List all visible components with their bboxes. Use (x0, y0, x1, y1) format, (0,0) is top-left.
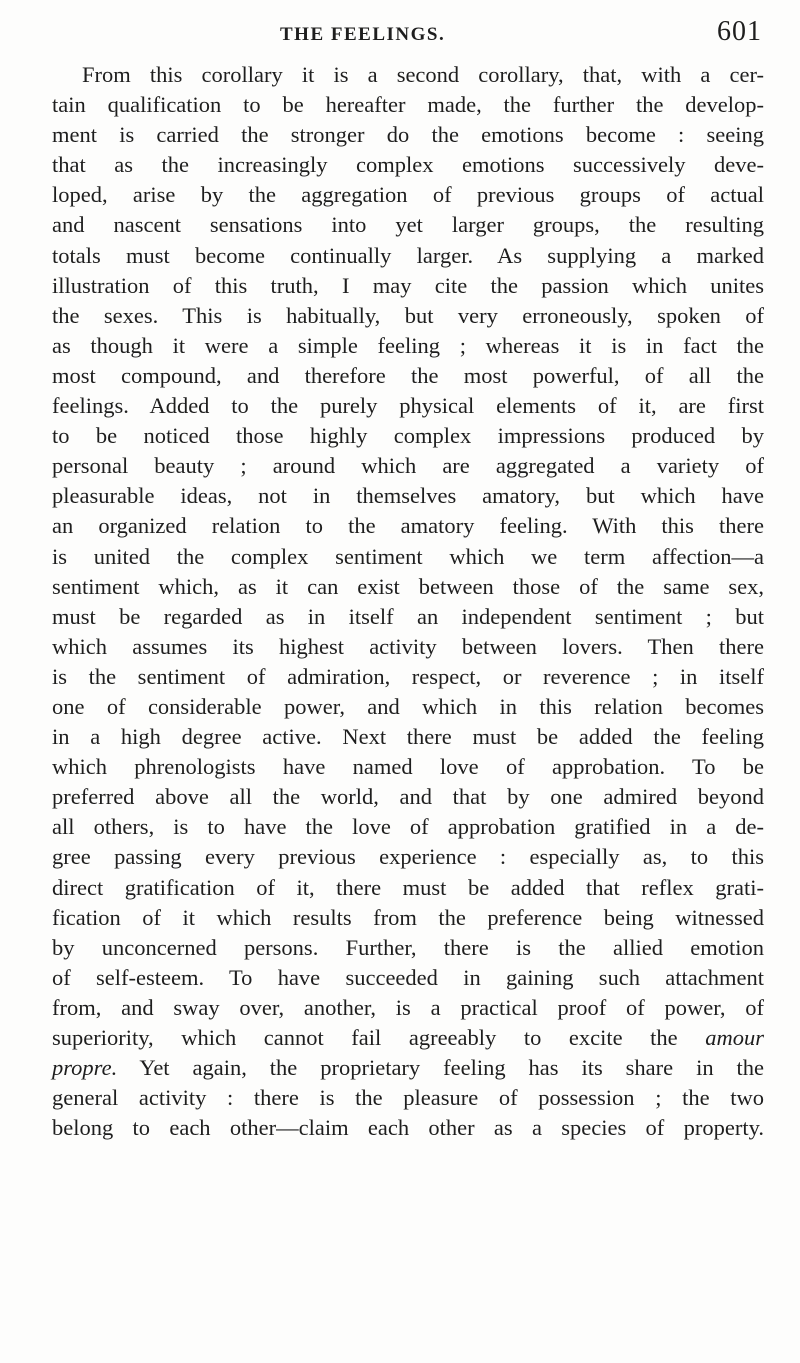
text-line: fication of it which results from the preference being witnessed (52, 904, 764, 930)
text-line: as though it were a simple feeling ; whereas it is in fact the (52, 332, 764, 358)
text-line: illustration of this truth, I may cite the passion which unites (52, 272, 764, 298)
text-line: is the sentiment of admiration, respect, or reverence ; in itself (52, 663, 764, 689)
text-line: From this corollary it is a second corollary, that, with a cer- (82, 62, 764, 87)
text-line: propre. Yet again, the proprietary feeling has its share in the (52, 1055, 764, 1081)
text-line: preferred above all the world, and that by one admired beyond (52, 784, 764, 810)
page-number: 601 (717, 16, 762, 47)
text-line: of self-esteem. To have succeeded in gaining such attachment (52, 964, 764, 990)
text-line: one of considerable power, and which in this relation becomes (52, 693, 764, 719)
text-line: in a high degree active. Next there must be added the feeling (52, 724, 764, 750)
text-line: that as the increasingly complex emotions successively deve- (52, 152, 764, 178)
text-line: is united the complex sentiment which we term affection—a (52, 543, 764, 569)
text-line: the sexes. This is habitually, but very erroneously, spoken of (52, 302, 764, 328)
running-head-title: THE FEELINGS. (280, 24, 446, 45)
text-line: general activity : there is the pleasure of possession ; the two (52, 1085, 764, 1111)
text-line: tain qualification to be hereafter made, the further the develop- (52, 92, 764, 118)
running-head (52, 12, 762, 52)
text-line: which assumes its highest activity between lovers. Then there (52, 633, 764, 659)
text-line: an organized relation to the amatory feeling. With this there (52, 513, 764, 539)
text-line: and nascent sensations into yet larger groups, the resulting (52, 212, 764, 238)
body-paragraph (52, 60, 764, 1143)
text-line: from, and sway over, another, is a practical proof of power, of (52, 994, 764, 1020)
text-line: ment is carried the stronger do the emotions become : seeing (52, 122, 764, 148)
text-line: most compound, and therefore the most powerful, of all the (52, 362, 764, 388)
text-line-part: superiority, which cannot fail agreeably to excite the (52, 1025, 678, 1050)
text-line: by unconcerned persons. Further, there is the allied emotion (52, 934, 764, 960)
text-line: which phrenologists have named love of approbation. To be (52, 754, 764, 780)
text-line: must be regarded as in itself an independent sentiment ; but (52, 603, 764, 629)
text-line: loped, arise by the aggregation of previous groups of actual (52, 182, 764, 208)
text-line: to be noticed those highly complex impressions produced by (52, 423, 764, 449)
italic-phrase: propre. (52, 1055, 118, 1081)
text-line: gree passing every previous experience : especially as, to this (52, 844, 764, 870)
text-line: totals must become continually larger. As supplying a marked (52, 242, 764, 268)
text-line: personal beauty ; around which are aggregated a variety of (52, 453, 764, 479)
text-line: belong to each other—claim each other as a species of property. (52, 1115, 764, 1141)
text-line: direct gratification of it, there must be added that reflex grati- (52, 874, 764, 900)
text-line: all others, is to have the love of approbation gratified in a de- (52, 814, 764, 840)
text-line: sentiment which, as it can exist between those of the same sex, (52, 573, 764, 599)
italic-phrase: amour (705, 1025, 764, 1050)
text-line-with-italic (52, 1023, 764, 1053)
text-line: pleasurable ideas, not in themselves amatory, but which have (52, 483, 764, 509)
text-line: feelings. Added to the purely physical elements of it, are first (52, 393, 764, 419)
